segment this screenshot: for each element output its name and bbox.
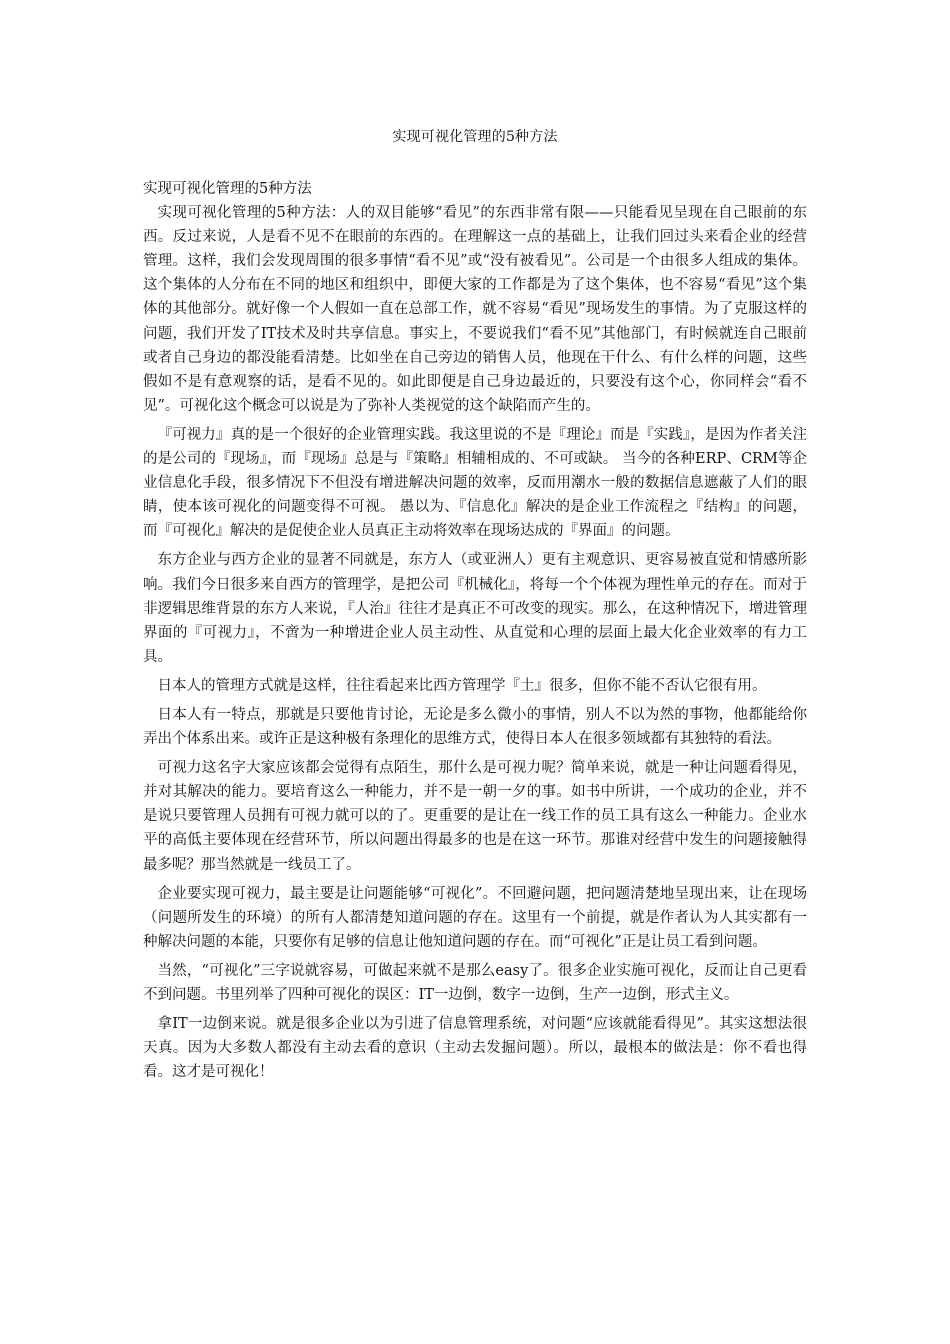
paragraph-8: 当然，“可视化”三字说就容易，可做起来就不是那么easy了。很多企业实施可视化，反而让自己更看不到问题。书里列举了四种可视化的误区：IT一边倒，数字一边倒，生产一边倒，形式主义。	[143, 962, 807, 1003]
paragraph-3: 东方企业与西方企业的显著不同就是，东方人（或亚洲人）更有主观意识、更容易被直觉和情感所影响。我们今日很多来自西方的管理学，是把公司『机械化』，将每一个个体视为理性单元的存在。而对于非逻辑思维背景的东方人来说，『人治』往往才是真正不可改变的现实。那么，在这种情况下，增进管理界面的『可视力』，不啻为一种增进企业人员主动性、从直觉和心理的层面上最大化企业效率的有力工具。	[143, 552, 807, 665]
paragraph-1: 实现可视化管理的5种方法：人的双目能够“看见”的东西非常有限——只能看见呈现在自己眼前的东西。反过来说，人是看不见不在眼前的东西的。在理解这一点的基础上，让我们回过头来看企业的经营管理。这样，我们会发现周围的很多事情“看不见”或“没有被看见”。公司是一个由很多人组成的集体。这个集体的人分布在不同的地区和组织中，即便大家的工作都是为了这个集体，也不容易“看见”这个集体的其他部分。就好像一个人假如一直在总部工作，就不容易“看见”现场发生的事情。为了克服这样的问题，我们开发了IT技术及时共享信息。事实上，不要说我们“看不见”其他部门，有时候就连自己眼前或者自己身边的都没能看清楚。比如坐在自己旁边的销售人员，他现在干什么、有什么样的问题，这些假如不是有意观察的话，是看不见的。如此即便是自己身边最近的，只要没有这个心，你同样会“看不见”。可视化这个概念可以说是为了弥补人类视觉的这个缺陷而产生的。	[143, 205, 807, 414]
document-body	[143, 177, 807, 1089]
section-heading: 实现可视化管理的5种方法	[143, 181, 312, 197]
paragraph-9: 拿IT一边倒来说。就是很多企业以为引进了信息管理系统，对问题“应该就能看得见”。其实这想法很天真。因为大多数人都没有主动去看的意识（主动去发掘问题）。所以，最根本的做法是：你不看也得看。这才是可视化！	[143, 1016, 807, 1081]
paragraph-5: 日本人有一特点，那就是只要他肯讨论，无论是多么微小的事情，别人不以为然的事物，他都能给你弄出个体系出来。或许正是这种极有条理化的思维方式，使得日本人在很多领域都有其独特的看法。	[143, 706, 807, 748]
paragraph-4: 日本人的管理方式就是这样，往往看起来比西方管理学『土』很多，但你不能不否认它很有用。	[157, 677, 767, 694]
paragraph-7: 企业要实现可视力，最主要是让问题能够“可视化”。不回避问题，把问题清楚地呈现出来，让在现场（问题所发生的环境）的所有人都清楚知道问题的存在。这里有一个前提，就是作者认为人其实都有一种解决问题的本能，只要你有足够的信息让他知道问题的存在。而“可视化”正是让员工看到问题。	[143, 885, 807, 950]
paragraph-2: 『可视力』真的是一个很好的企业管理实践。我这里说的不是『理论』而是『实践』，是因为作者关注的是公司的『现场』，而『现场』总是与『策略』相辅相成的、不可或缺。 当今的各种ERP、CRM等企业信息化手段，很多情况下不但没有增进解决问题的效率，反而用潮水一般的数据信息遮蔽了人们的眼睛，使本该可视化的问题变得不可视。 愚以为、『信息化』解决的是企业工作流程之『结构』的问题，而『可视化』解决的是促使企业人员真正主动将效率在现场达成的『界面』的问题。	[143, 426, 807, 540]
document-title: 实现可视化管理的5种方法	[392, 129, 558, 145]
paragraph-6: 可视力这名字大家应该都会觉得有点陌生，那什么是可视力呢？简单来说，就是一种让问题看得见，并对其解决的能力。要培育这么一种能力，并不是一朝一夕的事。如书中所讲，一个成功的企业，并不是说只要管理人员拥有可视力就可以的了。更重要的是让在一线工作的员工具有这么一种能力。企业水平的高低主要体现在经营环节，所以问题出得最多的也是在这一环节。那谁对经营中发生的问题接触得最多呢？那当然就是一线员工了。	[143, 760, 807, 873]
